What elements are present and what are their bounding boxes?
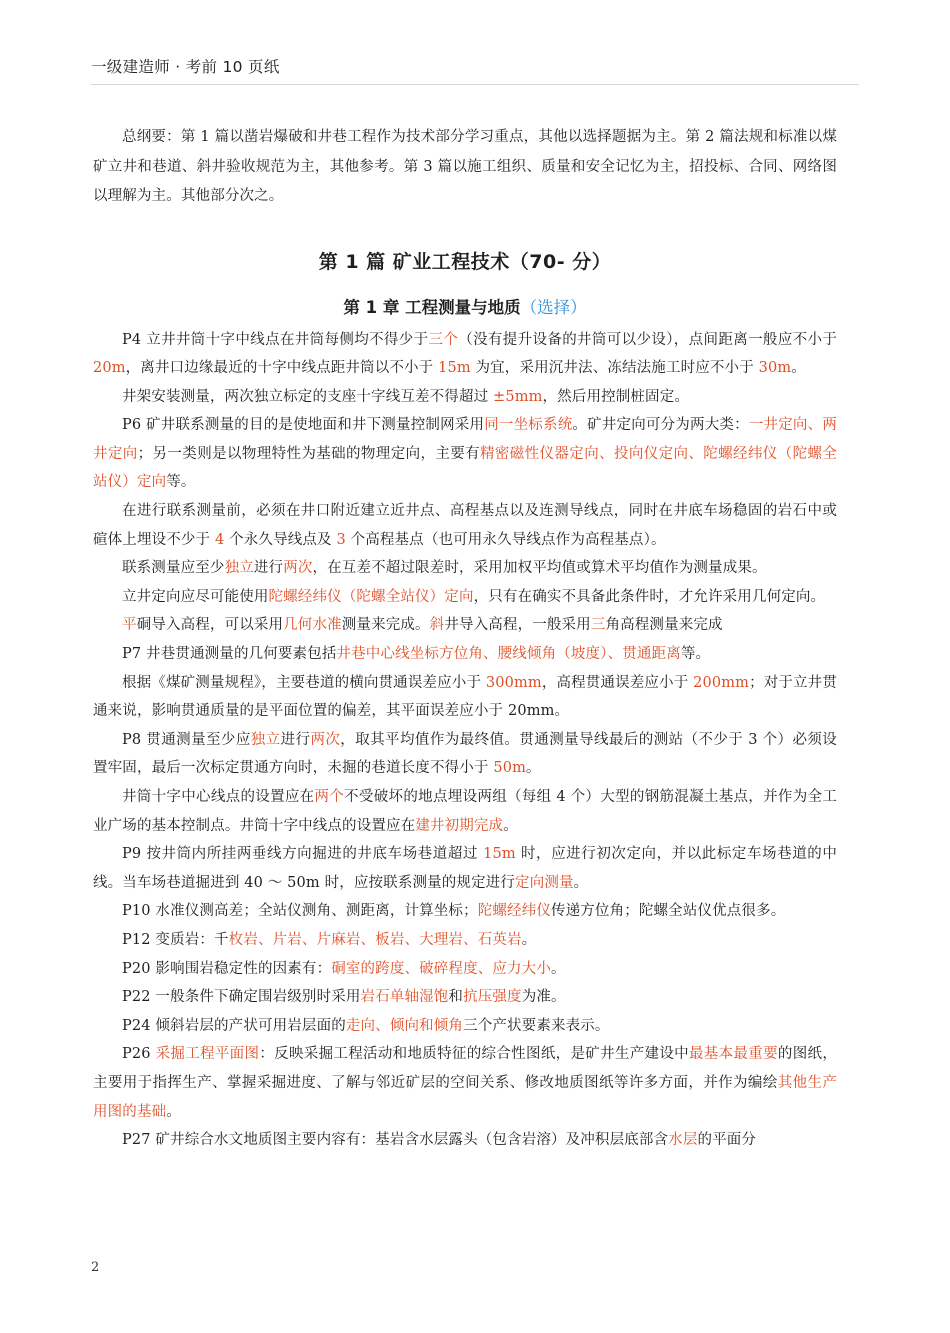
body-paragraph [93, 955, 837, 984]
key-point-highlight: 三 [590, 617, 606, 634]
paragraph-text: ，高程贯通误差应小于 [541, 674, 694, 691]
body-paragraph [93, 640, 837, 669]
body-paragraphs [93, 326, 837, 1155]
body-paragraph [93, 583, 837, 612]
paragraph-text: 不受破坏的地点埋设两组（每组 4 个）大型的钢筋混凝土基点，并作为全工业广场的基本控制点。井筒十字中线点的设置应在 [93, 789, 837, 834]
key-point-highlight: 定向测量 [515, 874, 574, 891]
chapter-question-type-tag: （选择） [520, 297, 587, 317]
paragraph-text: P22 一般条件下确定围岩级别时采用 [122, 989, 361, 1006]
paragraph-text: P24 倾斜岩层的产状可用岩层面的 [122, 1017, 346, 1034]
paragraph-text: ，在互差不超过限差时，采用加权平均值或算术平均值作为测量成果。 [312, 560, 767, 577]
key-point-highlight: 同一坐标系统 [484, 417, 573, 434]
paragraph-text: ，然后用控制桩固定。 [542, 388, 689, 405]
paragraph-text: P12 变质岩：千 [122, 931, 229, 948]
body-paragraph [93, 840, 837, 897]
paragraph-text: P9 按井筒内所挂两垂线方向掘进的井底车场巷道超过 [122, 846, 484, 863]
paragraph-text: 进行 [253, 560, 284, 577]
key-point-highlight: 建井初期完成 [415, 817, 504, 834]
body-paragraph [93, 611, 837, 640]
paragraph-text: P6 矿井联系测量的目的是使地面和井下测量控制网采用 [122, 417, 485, 434]
paragraph-text: 井筒十字中心线点的设置应在 [122, 789, 315, 805]
paragraph-text: 。矿井定向可分为两大类： [572, 417, 749, 434]
paragraph-text: ，只有在确实不具备此条件时，才允许采用几何定向。 [473, 588, 826, 605]
key-point-highlight: 两次 [283, 560, 313, 577]
paragraph-text: P8 贯通测量至少应 [122, 731, 251, 748]
paragraph-text: P27 矿井综合水文地质图主要内容有：基岩含水层露头（包含岩溶）及冲积层底部含 [122, 1132, 669, 1149]
key-point-highlight: 井巷中心线坐标方位角、腰线倾角（坡度）、贯通距离 [336, 646, 681, 663]
body-paragraph [93, 726, 837, 783]
header-divider [91, 84, 859, 85]
paragraph-text: 硐导入高程，可以采用 [136, 617, 284, 634]
key-point-highlight: 30m [758, 360, 792, 377]
paragraph-text: P20 影响围岩稳定性的因素有： [122, 960, 332, 977]
running-header: 一级建造师 · 考前 10 页纸 [91, 58, 280, 76]
paragraph-text: P4 立井井筒十字中线点在井筒每侧均不得少于 [122, 331, 429, 348]
paragraph-text: 在进行联系测量前，必须在井口附近建立近井点、高程基点以及连测导线点，同时在井底车场稳固的岩石中或碹体上埋设不少于 [93, 503, 837, 548]
body-paragraph [93, 926, 837, 955]
key-point-highlight: 4 [214, 531, 225, 548]
paragraph-text: 。 [550, 960, 566, 977]
key-point-highlight: 枚岩、片岩、片麻岩、板岩、大理岩、石英岩 [228, 931, 522, 948]
key-point-highlight: 3 [336, 531, 346, 548]
body-paragraph [93, 1012, 837, 1041]
paragraph-text: 等。 [680, 646, 711, 663]
key-point-highlight: 采掘工程平面图 [155, 1046, 260, 1063]
paragraph-text: 传递方位角；陀螺全站仪优点很多。 [550, 903, 786, 920]
key-point-highlight: 其他生产用图的基础 [93, 1074, 837, 1120]
paragraph-text: 和 [448, 989, 464, 1006]
paragraph-text: 为准。 [521, 989, 566, 1006]
part-title: 第 1 篇 矿业工程技术（70- 分） [318, 250, 612, 273]
key-point-highlight: 两次 [310, 731, 341, 748]
paragraph-text: 测量来完成。 [341, 617, 430, 634]
key-point-highlight: 一井定向、两井定向 [93, 417, 837, 462]
paragraph-text: ，离井口边缘最近的十字中线点距井筒以不小于 [125, 360, 439, 377]
key-point-highlight: 陀螺经纬仪（陀螺全站仪）定向 [268, 588, 474, 605]
paragraph-text: 。 [525, 760, 541, 777]
key-point-highlight: 三个 [428, 331, 459, 348]
paragraph-text: 等。 [166, 474, 196, 491]
key-point-highlight: ±5mm [493, 388, 543, 405]
key-point-highlight: 独立 [250, 731, 281, 748]
paragraph-text: 井架安装测量，两次独立标定的支座十字线互差不得超过 [122, 388, 494, 405]
key-point-highlight: 岩石单轴湿饱 [360, 989, 449, 1006]
key-point-highlight: 抗压强度 [463, 989, 522, 1006]
paragraph-text: P10 水准仪测高差；全站仪测角、测距离，计算坐标； [122, 903, 478, 920]
key-point-highlight: 斜 [429, 617, 445, 634]
paragraph-text: ；对于立井贯通来说，影响贯通质量的是平面位置的偏差，其平面误差应小于 20mm。 [93, 674, 837, 720]
paragraph-text: 角高程测量来完成 [605, 617, 723, 634]
paragraph-text: P7 井巷贯通测量的几何要素包括 [122, 646, 337, 663]
key-point-highlight: 硐室的跨度、破碎程度、应力大小 [331, 960, 551, 977]
paragraph-text: 井导入高程，一般采用 [444, 617, 591, 634]
paragraph-text: ，取其平均值作为最终值。贯通测量导线最后的测站（不少于 3 个）必须设置牢固，最后一次标定贯通方向时，未掘的巷道长度不得小于 [93, 731, 837, 777]
paragraph-text: ：反映采掘工程活动和地质特征的综合性图纸，是矿井生产建设中 [259, 1046, 689, 1063]
paragraph-text: （没有提升设备的井筒可以少设），点间距离一般应不小于 [458, 331, 837, 348]
key-point-highlight: 走向、倾向和倾角 [345, 1017, 464, 1034]
paragraph-text: 为宜，采用沉井法、冻结法施工时应不小于 [470, 360, 759, 377]
paragraph-text: 。 [573, 874, 589, 891]
paragraph-text: 立井定向应尽可能使用 [122, 588, 269, 605]
body-paragraph [93, 783, 837, 840]
paragraph-text: 。 [166, 1103, 181, 1120]
key-point-highlight: 最基本最重要 [688, 1046, 778, 1063]
paragraph-text: 的平面分 [697, 1132, 757, 1149]
body-paragraph [93, 497, 837, 554]
body-paragraph [93, 669, 837, 726]
body-paragraph [93, 1126, 837, 1155]
paragraph-text: 根据《煤矿测量规程》，主要巷道的横向贯通误差应小于 [122, 674, 486, 691]
paragraph-text: 。 [791, 360, 806, 377]
paragraph-text: 进行 [280, 731, 311, 748]
key-point-highlight: 两个 [314, 789, 345, 805]
key-point-highlight: 200mm [693, 674, 750, 691]
key-point-highlight: 50m [493, 760, 526, 777]
paragraph-text: 。 [521, 931, 537, 948]
key-point-highlight: 独立 [224, 560, 254, 577]
paragraph-text: 。 [503, 817, 518, 834]
key-point-highlight: 几何水准 [283, 617, 342, 634]
body-paragraph [93, 897, 837, 926]
page-content [93, 123, 837, 1155]
key-point-highlight: 平 [122, 617, 137, 634]
chapter-title [93, 294, 837, 322]
paragraph-text: 时，应进行初次定向，并以此标定车场巷道的中线。当车场巷道掘进到 40 ～ 50m 时，应按联系测量的规定进行 [93, 846, 837, 891]
body-paragraph [93, 411, 837, 497]
key-point-highlight: 陀螺经纬仪 [477, 903, 551, 920]
key-point-highlight: 20m [93, 360, 126, 377]
body-paragraph [93, 326, 837, 383]
body-paragraph [93, 983, 837, 1012]
paragraph-text: 个永久导线点及 [224, 531, 337, 548]
key-point-highlight: 精密磁性仪器定向、投向仪定向、陀螺经纬仪（陀螺全站仪）定向 [93, 445, 837, 491]
paragraph-text: 的图纸，主要用于指挥生产、掌握采掘进度、了解与邻近矿层的空间关系、修改地质图纸等许多方面，并作为编绘 [93, 1046, 837, 1091]
paragraph-text: P26 [122, 1046, 156, 1063]
paragraph-text: 个高程基点（也可用永久导线点作为高程基点）。 [345, 531, 666, 548]
key-point-highlight: 300mm [485, 674, 542, 691]
body-paragraph [93, 554, 837, 583]
body-paragraph [93, 1040, 837, 1126]
chapter-title-text: 第 1 章 工程测量与地质 [343, 297, 521, 317]
key-point-highlight: 15m [483, 846, 516, 863]
key-point-highlight: 15m [438, 360, 471, 377]
summary-paragraph: 总纲要：第 1 篇以凿岩爆破和井巷工程作为技术部分学习重点，其他以选择题据为主。第 2 篇法规和标准以煤矿立井和巷道、斜井验收规范为主，其他参考。第 3 篇以施工组织、质量和安全记忆为主，招投标、合同、网络图以理解为主。其他部分次之。 [93, 129, 837, 204]
paragraph-text: 三个产状要素来表示。 [463, 1017, 610, 1034]
key-point-highlight: 水层 [668, 1132, 698, 1149]
paragraph-text: ；另一类则是以物理特性为基础的物理定向，主要有 [137, 445, 480, 462]
body-paragraph [93, 383, 837, 412]
page-number: 2 [91, 1260, 100, 1275]
paragraph-text: 联系测量应至少 [122, 560, 225, 577]
